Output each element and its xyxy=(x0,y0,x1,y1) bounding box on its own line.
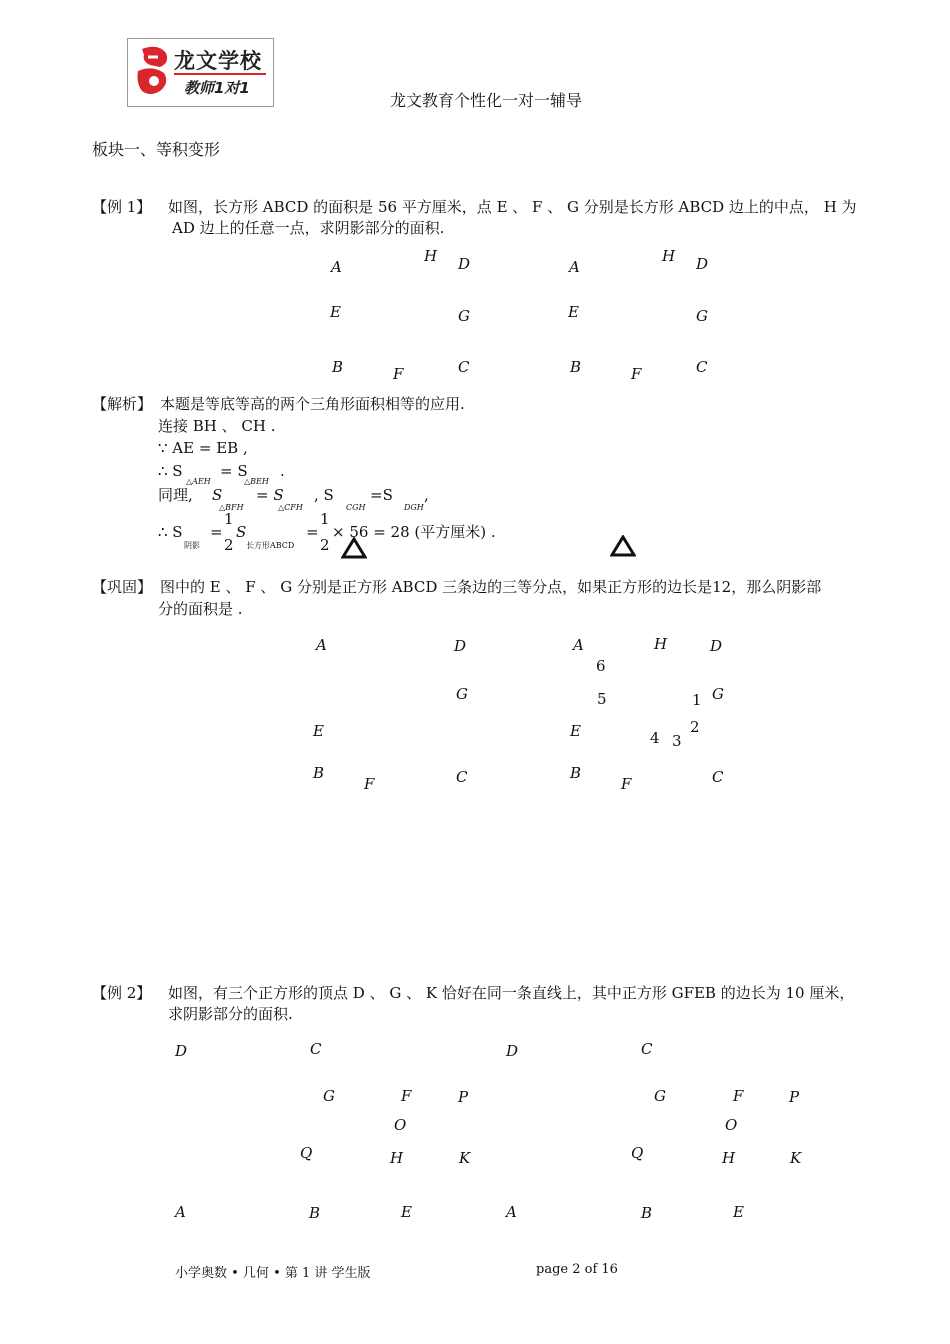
label-G: G xyxy=(456,685,468,703)
label-O: O xyxy=(725,1116,738,1134)
label-B: B xyxy=(570,358,582,376)
label-O: O xyxy=(394,1116,407,1134)
logo-line2: 教师1对1 xyxy=(184,79,250,97)
label-H: H xyxy=(662,247,676,265)
label-D: D xyxy=(696,255,709,273)
triangle-marker-icon xyxy=(610,535,636,557)
sol1-line5-a: 同理, xyxy=(158,486,193,504)
label-D: D xyxy=(458,255,471,273)
sub-cgh: CGH xyxy=(346,503,366,512)
sol1-line4-eq: = S xyxy=(220,462,248,480)
region-1: 1 xyxy=(692,691,702,709)
label-C: C xyxy=(712,768,724,786)
ex1-line2: AD 边上的任意一点，求阴影部分的面积. xyxy=(172,219,445,237)
label-B: B xyxy=(641,1204,653,1222)
sub-beh: △BEH xyxy=(244,477,269,486)
label-F: F xyxy=(393,365,404,383)
label-K: K xyxy=(790,1149,802,1167)
sub-bfh: △BFH xyxy=(219,503,244,512)
triangle-marker-icon xyxy=(341,537,367,559)
frac2-num: 1 xyxy=(320,510,330,528)
label-P: P xyxy=(458,1088,469,1106)
label-G: G xyxy=(458,307,470,325)
label-B: B xyxy=(313,764,325,782)
label-C: C xyxy=(310,1040,322,1058)
label-A: A xyxy=(506,1203,517,1221)
label-G: G xyxy=(323,1087,335,1105)
label-F: F xyxy=(621,775,632,793)
label-E: E xyxy=(568,303,579,321)
logo-mark-icon xyxy=(132,43,174,101)
sub-shadow: 阴影 xyxy=(184,541,200,550)
sub-rect: 长方形ABCD xyxy=(246,541,295,550)
sol1-line5-f: , xyxy=(424,486,429,504)
sol1-line6-c: S xyxy=(236,523,247,541)
label-A: A xyxy=(316,636,327,654)
label-F: F xyxy=(733,1087,744,1105)
label-G: G xyxy=(696,307,708,325)
sol1-line6-d: = xyxy=(306,523,319,541)
sol1-line6-a: ∴ S xyxy=(158,523,183,541)
label-F: F xyxy=(631,365,642,383)
label-F: F xyxy=(364,775,375,793)
sol1-line5-d: , S xyxy=(314,486,334,504)
sub-dgh: DGH xyxy=(404,503,424,512)
frac2-den: 2 xyxy=(320,536,330,554)
label-D: D xyxy=(710,637,723,655)
page-header-title: 龙文教育个性化一对一辅导 xyxy=(390,91,583,110)
label-E: E xyxy=(313,722,324,740)
sol1-line2: 连接 BH 、 CH . xyxy=(158,417,276,435)
sol1-line5-b: S xyxy=(212,486,223,504)
sol1-line5-e: =S xyxy=(370,486,393,504)
ex2-tag: 【例 2】 xyxy=(92,984,152,1002)
label-A: A xyxy=(331,258,342,276)
label-P: P xyxy=(789,1088,800,1106)
label-H: H xyxy=(654,635,668,653)
sub-aeh: △AEH xyxy=(186,477,211,486)
ex2-line2: 求阴影部分的面积. xyxy=(168,1005,293,1023)
label-Q: Q xyxy=(631,1144,644,1162)
frac1-num: 1 xyxy=(224,510,234,528)
ex1-tag: 【例 1】 xyxy=(92,198,152,216)
label-A: A xyxy=(175,1203,186,1221)
label-A: A xyxy=(569,258,580,276)
region-6: 6 xyxy=(596,657,606,675)
section-title: 板块一、等积变形 xyxy=(92,140,221,159)
region-2: 2 xyxy=(690,718,700,736)
region-5: 5 xyxy=(597,690,607,708)
label-E: E xyxy=(330,303,341,321)
label-C: C xyxy=(641,1040,653,1058)
label-A: A xyxy=(573,636,584,654)
sol1-line4-lhs: ∴ S xyxy=(158,462,183,480)
region-3: 3 xyxy=(672,732,682,750)
sol1-line4-end: . xyxy=(280,462,285,480)
label-K: K xyxy=(459,1149,471,1167)
label-H: H xyxy=(424,247,438,265)
frac1-den: 2 xyxy=(224,536,234,554)
label-H: H xyxy=(722,1149,736,1167)
sol1-line5-c: = S xyxy=(256,486,284,504)
sol1-tag: 【解析】 xyxy=(92,395,153,413)
label-B: B xyxy=(570,764,582,782)
ex1-line1: 如图，长方形 ABCD 的面积是 56 平方厘米，点 E 、 F 、 G 分别是长方形 ABCD 边上的中点， H 为 xyxy=(168,198,857,216)
label-F: F xyxy=(401,1087,412,1105)
ex2-line1: 如图，有三个正方形的顶点 D 、 G 、 K 恰好在同一条直线上，其中正方形 GFEB 的边长为 10 厘米， xyxy=(168,984,855,1002)
footer-page: page 2 of 16 xyxy=(536,1262,618,1277)
con1-tag: 【巩固】 xyxy=(92,578,153,596)
logo-line1: 龙文学校 xyxy=(174,49,262,73)
region-4: 4 xyxy=(650,729,660,747)
sol1-line3: ∵ AE = EB , xyxy=(158,439,248,457)
sol1-line6-b: = xyxy=(210,523,223,541)
label-B: B xyxy=(332,358,344,376)
label-G: G xyxy=(712,685,724,703)
sol1-line6-e: × 56 = 28 (平方厘米) . xyxy=(332,523,496,541)
sol1-line1: 本题是等底等高的两个三角形面积相等的应用. xyxy=(160,395,465,413)
logo xyxy=(127,38,274,107)
label-C: C xyxy=(458,358,470,376)
label-E: E xyxy=(570,722,581,740)
label-Q: Q xyxy=(300,1144,313,1162)
label-E: E xyxy=(401,1203,412,1221)
label-E: E xyxy=(733,1203,744,1221)
label-D: D xyxy=(175,1042,188,1060)
label-D: D xyxy=(454,637,467,655)
label-H: H xyxy=(390,1149,404,1167)
label-C: C xyxy=(456,768,468,786)
label-D: D xyxy=(506,1042,519,1060)
logo-divider xyxy=(174,73,266,75)
con1-line1: 图中的 E 、 F 、 G 分别是正方形 ABCD 三条边的三等分点，如果正方形的边长是12，那么阴影部 xyxy=(160,578,822,596)
label-C: C xyxy=(696,358,708,376)
con1-line2: 分的面积是 . xyxy=(158,600,243,618)
label-B: B xyxy=(309,1204,321,1222)
sub-cfh: △CFH xyxy=(278,503,303,512)
label-G: G xyxy=(654,1087,666,1105)
footer-left: 小学奥数 • 几何 • 第 1 讲 学生版 xyxy=(175,1266,371,1281)
